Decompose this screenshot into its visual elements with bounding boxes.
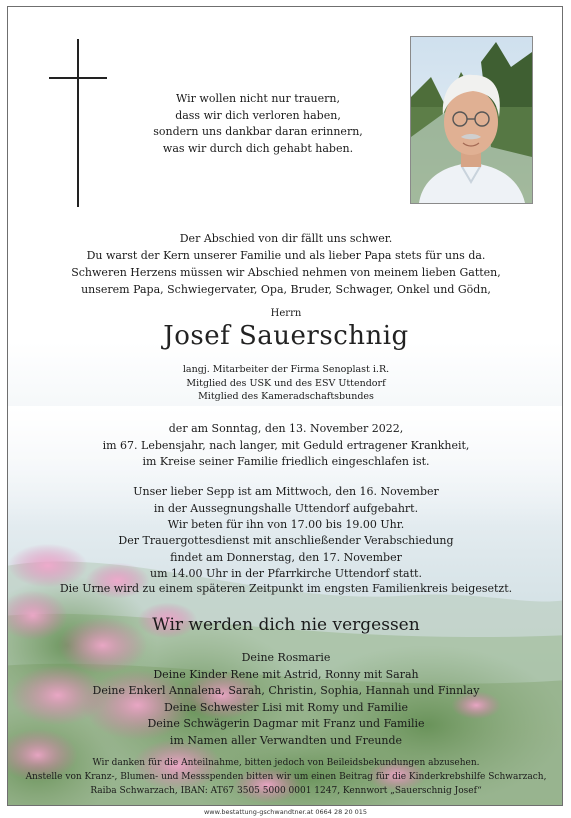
never-forget-heading: Wir werden dich nie vergessen: [152, 615, 420, 635]
role-line: langj. Mitarbeiter der Firma Senoplast i.R.: [182, 364, 390, 375]
urn-notice: Die Urne wird zu einem späteren Zeitpunkt im engsten Familienkreis beigesetzt.: [59, 582, 513, 595]
funeral-mass-notice: [8, 533, 563, 583]
poem-line: dass wir dich verloren haben,: [175, 108, 341, 122]
death-notice: [8, 421, 563, 471]
intro-text: [8, 230, 563, 298]
family-line: Deine Rosmarie: [241, 651, 331, 664]
mass-line: Der Trauergottesdienst mit anschließender Verabschiedung: [118, 534, 454, 547]
funeral-home-footer: www.bestattung-gschwandtner.at 0664 28 20 015: [203, 808, 368, 816]
viewing-notice: [8, 484, 563, 534]
portrait-photo: [410, 36, 533, 204]
intro-line: Du warst der Kern unserer Familie und als lieber Papa stets für uns da.: [86, 249, 486, 262]
mass-line: findet am Donnerstag, den 17. November: [170, 550, 402, 564]
obituary-card: [7, 6, 563, 806]
family-line: im Namen aller Verwandten und Freunde: [169, 733, 403, 747]
thanks-line: Wir danken für die Anteilnahme, bitten jedoch von Beileidsbekundungen abzusehen.: [92, 758, 480, 768]
cross-icon: [49, 39, 107, 207]
intro-line: Der Abschied von dir fällt uns schwer.: [179, 232, 393, 245]
family-line: Deine Schwester Lisi mit Romy und Familie: [163, 700, 408, 714]
role-line: Mitglied des USK und des ESV Uttendorf: [186, 377, 386, 389]
viewing-line: in der Aussegnungshalle Uttendorf aufgebahrt.: [153, 501, 419, 515]
viewing-line: Unser lieber Sepp ist am Mittwoch, den 16. November: [133, 485, 439, 498]
intro-line: unserem Papa, Schwiegervater, Opa, Bruder, Schwager, Onkel und Gödn,: [81, 283, 491, 296]
thanks-line: Raiba Schwarzach, IBAN: AT67 3505 5000 0001 1247, Kennwort „Sauerschnig Josef“: [90, 786, 482, 796]
family-line: Deine Schwägerin Dagmar mit Franz und Familie: [147, 717, 425, 730]
poem-line: was wir durch dich gehabt haben.: [162, 141, 354, 155]
death-line: im 67. Lebensjahr, nach langer, mit Geduld ertragener Krankheit,: [102, 438, 470, 452]
intro-line: Schweren Herzens müssen wir Abschied nehmen von meinem lieben Gatten,: [71, 266, 501, 279]
family-line: Deine Enkerl Annalena, Sarah, Christin, Sophia, Hannah und Finnlay: [92, 684, 480, 697]
poem: [128, 91, 388, 157]
poem-line: sondern uns dankbar daran erinnern,: [153, 125, 363, 138]
salutation: Herrn: [270, 308, 302, 319]
viewing-line: Wir beten für ihn von 17.00 bis 19.00 Uhr.: [167, 518, 405, 531]
thanks-line: Anstelle von Kranz-, Blumen- und Messspenden bitten wir um einen Beitrag für die Kinderkrebshilfe Schwarzach,: [25, 772, 547, 782]
family-list: [8, 650, 563, 749]
family-line: Deine Kinder Rene mit Astrid, Ronny mit Sarah: [153, 667, 419, 681]
death-line: im Kreise seiner Familie friedlich eingeschlafen ist.: [142, 455, 430, 468]
role-line: Mitglied des Kameradschaftsbundes: [198, 391, 374, 402]
poem-line: Wir wollen nicht nur trauern,: [176, 92, 340, 105]
death-line: der am Sonntag, den 13. November 2022,: [168, 422, 404, 435]
deceased-name: Josef Sauerschnig: [163, 321, 409, 351]
roles-list: [8, 363, 563, 404]
thanks-text: [8, 756, 563, 798]
mass-line: um 14.00 Uhr in der Pfarrkirche Uttendorf statt.: [150, 567, 422, 580]
